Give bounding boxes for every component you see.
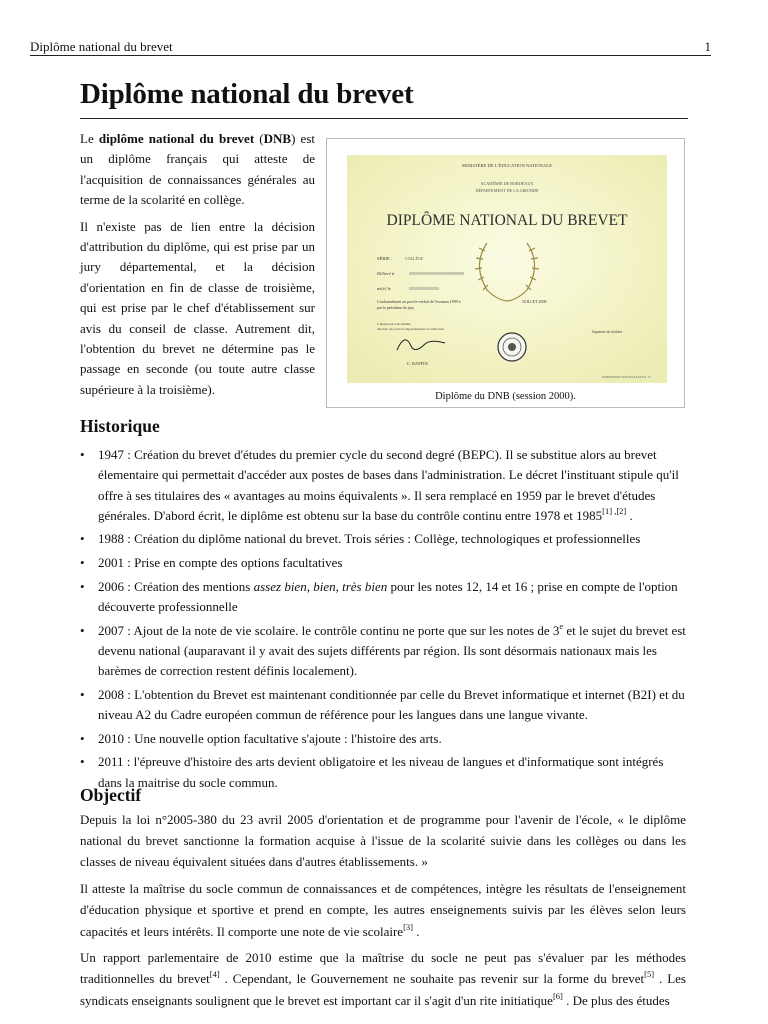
svg-text:COLLÈGE: COLLÈGE xyxy=(405,256,424,261)
dnb-certificate-image xyxy=(347,155,667,383)
svg-text:DÉPARTEMENT DE LA GIRONDE: DÉPARTEMENT DE LA GIRONDE xyxy=(475,188,539,193)
historique-list xyxy=(80,445,690,796)
intro-paragraph-1: Le diplôme national du brevet (DNB) est un diplôme français qui atteste de l'acquisition de connaissances générales au terme de la scolarité en collège. xyxy=(80,131,315,208)
term-bold: diplôme national du brevet xyxy=(98,131,255,146)
svg-text:Signature du titulaire: Signature du titulaire xyxy=(592,330,623,334)
page-title: Diplôme national du brevet xyxy=(80,78,414,110)
svg-text:C. RAFFIN: C. RAFFIN xyxy=(407,361,428,366)
list-item: • 2008 : L'obtention du Brevet est maintenant conditionnée par celle du Brevet informatique et internet (B2I) et du niveau A2 du Cadre européen commun de référence pour les langues dans une langue vivante. xyxy=(80,685,690,726)
reference-link[interactable]: [5] xyxy=(644,969,655,980)
title-divider xyxy=(80,118,688,119)
svg-text:ACADÉMIE DE BORDEAUX: ACADÉMIE DE BORDEAUX xyxy=(480,181,534,186)
reference-link[interactable]: [1] xyxy=(602,505,613,516)
list-item: • 1988 : Création du diplôme national du brevet. Trois séries : Collège, technologiques et professionnelles xyxy=(80,529,690,549)
list-item: • 2007 : Ajout de la note de vie scolaire. le contrôle continu ne porte que sur les notes de 3e et le sujet du brevet est devenu national (auparavant il y avait des sujets différents par région. Ils sont désormais nationaux mais les barèmes de correction restent définis localement). xyxy=(80,621,690,682)
svg-text:JUILLET 2000: JUILLET 2000 xyxy=(522,299,547,304)
list-item: • 1947 : Création du brevet d'études du premier cycle du second degré (BEPC). Il se substitue alors au brevet élementaire qui permettait d'accéder aux postes de bases dans l'administration. Le décret l'instituant stipule qu'il offre à ses titulaires des « avantages au moins équivalents ». Il sera remplacé en 1959 par le brevet d'études générales. D'abord écrit, le diplôme est obtenu sur la base du contrôle continu entre 1978 et 1985[1] $^{,[2]}$ . xyxy=(80,445,690,526)
list-item: • 2001 : Prise en compte des options facultatives xyxy=(80,553,690,573)
intro-text xyxy=(80,129,315,406)
page-number: 1 xyxy=(704,39,711,54)
abbr-bold: DNB xyxy=(263,131,292,146)
paragraph: Depuis la loi n°2005-380 du 23 avril 2005 d'orientation et de programme pour l'avenir de l'école, « le diplôme national du brevet sanctionne la formation acquise à l'issue de la scolarité suivie dans les collèges ou dans les classes de niveau équivalent situées dans d'autres établissements. » xyxy=(80,812,686,870)
svg-text:par le président du jury: par le président du jury xyxy=(377,305,415,310)
reference-link[interactable]: [3] xyxy=(403,921,413,932)
reference-link[interactable]: [2] xyxy=(616,505,627,516)
svg-text:L'Inspecteur d'Académie: L'Inspecteur d'Académie xyxy=(377,322,411,326)
reference-link[interactable]: [6] xyxy=(552,990,563,1001)
figure-caption: Diplôme du DNB (session 2000). xyxy=(435,391,576,402)
section-heading-objectif: Objectif xyxy=(80,785,142,805)
paragraph: Il atteste la maîtrise du socle commun de connaissances et de compétences, intègre les résultats de l'enseignement d'éducation physique et sportive et prend en compte, les autres enseignements suivis par les élèves selon leurs capacités et leurs intérêts. Il comporte une note de vie scolaire[3] . xyxy=(80,881,686,939)
list-item: • 2010 : Une nouvelle option facultative s'ajoute : l'histoire des arts. xyxy=(80,729,690,749)
svg-text:IMPRIMERIE NATIONALE M.E.N.: IMPRIMERIE NATIONALE M.E.N. 21 xyxy=(602,375,651,379)
reference-link[interactable]: [4] xyxy=(209,969,220,980)
list-item: • 2006 : Création des mentions assez bien, bien, très bien pour les notes 12, 14 et 16 ; prise en compte de l'option découverte professionnelle xyxy=(80,577,690,618)
svg-text:SÉRIE :: SÉRIE : xyxy=(377,256,393,261)
svg-text:directeur des services départe: directeur des services départementaux de l'éducation xyxy=(377,327,445,331)
intro-paragraph-2: Il n'existe pas de lien entre la décision d'attribution du diplôme, qui est prise par un jury départemental, et la décision d'orientation en fin de classe de troisième, qui est prise par le chef d'établissement sur avis du conseil de classe. Autrement dit, l'obtention du brevet ne détermine pas le passage en seconde (ou toute autre classe supérieure à la troisième). xyxy=(80,218,315,397)
svg-text:né(e) le: né(e) le xyxy=(377,286,391,291)
svg-text:MINISTÈRE DE L'ÉDUCATION NATIO: MINISTÈRE DE L'ÉDUCATION NATIONALE xyxy=(461,163,553,168)
svg-text:Conformément au procès-verbal: Conformément au procès-verbal de l'examen 1999 à xyxy=(377,299,461,304)
figure-thumbnail[interactable] xyxy=(326,138,685,408)
svg-text:DIPLÔME NATIONAL DU BREVET: DIPLÔME NATIONAL DU BREVET xyxy=(386,212,628,229)
objectif-text xyxy=(80,809,686,1016)
running-header-title: Diplôme national du brevet xyxy=(30,39,173,54)
running-header xyxy=(30,39,711,56)
list-item: • 2011 : l'épreuve d'histoire des arts devient obligatoire et les niveau de langues et d'informatique sont intégrés dans la maitrise du socle commun. xyxy=(80,752,690,793)
paragraph: Un rapport parlementaire de 2010 estime que la maîtrise du socle ne peut pas s'évaluer par les méthodes traditionnelles du brevet[4] . Cependant, le Gouvernement ne souhaite pas revenir sur la forme du brevet[5] . Les syndicats enseignants soulignent que le brevet est important car il s'agit d'un rite initiatique[6] . De plus des études xyxy=(80,950,686,1008)
section-heading-historique: Historique xyxy=(80,416,160,436)
svg-text:Délivré à: Délivré à xyxy=(377,271,395,276)
